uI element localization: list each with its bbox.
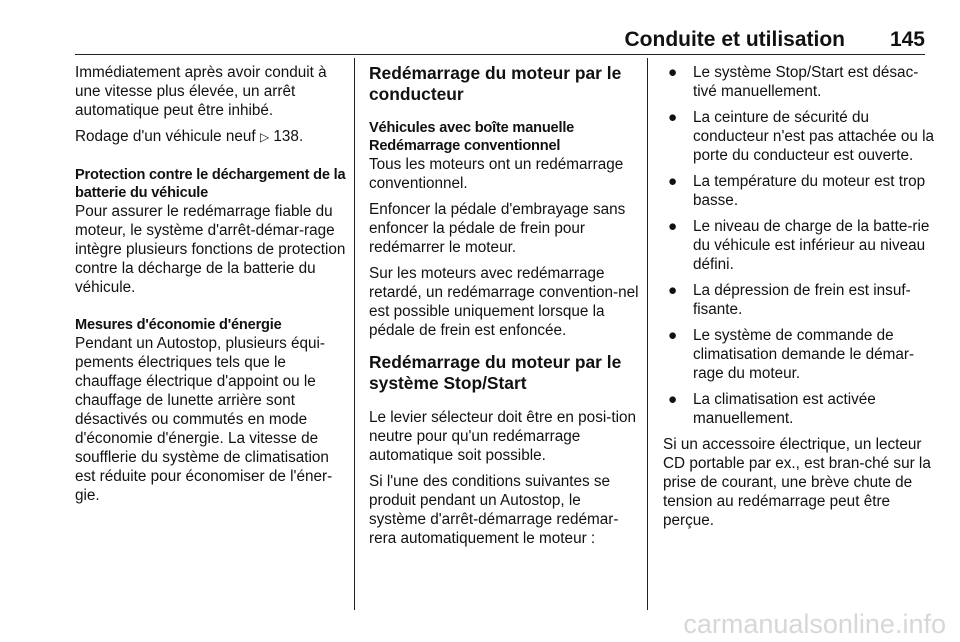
subheading: Véhicules avec boîte manuelle xyxy=(369,120,575,136)
list-item: ● La température du moteur est trop basse. xyxy=(668,173,926,209)
paragraph: Pendant un Autostop, plusieurs équi-pements électriques tels que le chauffage électrique d'appoint ou le chauffage de lunette arrière sont désactivés ou commutés en mode d'économie d'énergie. La vitesse de soufflerie du système de climatisation est réduite pour économiser de l'éner-gie. xyxy=(75,335,333,504)
paragraph: Si un accessoire électrique, un lecteur CD portable par ex., est bran-ché sur la prise de courant, une brève chute de tension au redémarrage peut être perçue. xyxy=(663,436,931,529)
conditions-list xyxy=(663,63,935,428)
page-number: 145 xyxy=(889,28,925,51)
column-2 xyxy=(369,63,641,555)
section-title: Conduite et utilisation xyxy=(624,28,845,51)
column-3 xyxy=(663,63,935,537)
paragraph: Tous les moteurs ont un redémarrage conventionnel. xyxy=(369,156,624,192)
section-heading: Redémarrage du moteur par le conducteur xyxy=(369,63,622,104)
reference-text: Rodage d'un véhicule neuf xyxy=(75,128,256,145)
paragraph: Si l'une des conditions suivantes se produit pendant un Autostop, le système d'arrêt-démarrage redémar-rera automatiquement le moteur : xyxy=(369,473,619,547)
subheading: Redémarrage conventionnel xyxy=(369,138,561,154)
paragraph: Le levier sélecteur doit être en posi-tion neutre pour qu'un redémarrage automatique soit possible. xyxy=(369,409,636,464)
list-item: ● Le système de commande de climatisation demande le démar-rage du moteur. xyxy=(668,327,915,382)
bullet-icon: ● xyxy=(668,218,678,235)
paragraph-reference xyxy=(75,127,347,147)
bullet-icon: ● xyxy=(668,391,678,408)
reference-page[interactable]: 138. xyxy=(273,128,304,145)
bullet-icon: ● xyxy=(668,109,678,126)
watermark: carmanualsonline.info xyxy=(683,609,946,639)
page-reference-arrow-icon: ▷ xyxy=(259,130,270,144)
subheading: Protection contre le déchargement de la batterie du véhicule xyxy=(75,167,346,201)
subheading: Mesures d'économie d'énergie xyxy=(75,317,282,333)
list-item: ● La ceinture de sécurité du conducteur n'est pas attachée ou la porte du conducteur est ouverte. xyxy=(668,109,935,164)
bullet-icon: ● xyxy=(668,173,678,190)
bullet-icon: ● xyxy=(668,64,678,81)
paragraph: Enfoncer la pédale d'embrayage sans enfoncer la pédale de frein pour redémarrer le moteur. xyxy=(369,201,626,256)
bullet-icon: ● xyxy=(668,327,678,344)
page-header xyxy=(75,28,925,50)
list-item: ● Le niveau de charge de la batte-rie du véhicule est inférieur au niveau défini. xyxy=(668,218,930,273)
header-rule xyxy=(75,54,925,55)
column-divider-1 xyxy=(354,58,355,610)
bullet-icon: ● xyxy=(668,282,678,299)
list-item: ● La dépression de frein est insuf-fisante. xyxy=(668,282,911,318)
list-item: ● Le système Stop/Start est désac-tivé manuellement. xyxy=(668,64,919,100)
paragraph: Immédiatement après avoir conduit à une vitesse plus élevée, un arrêt automatique peut être inhibé. xyxy=(75,64,327,119)
paragraph: Sur les moteurs avec redémarrage retardé, un redémarrage convention-nel est possible uniquement lorsque la pédale de frein est enfoncée. xyxy=(369,265,639,339)
column-divider-2 xyxy=(647,58,648,610)
column-1 xyxy=(75,63,347,512)
section-heading: Redémarrage du moteur par le système Stop/Start xyxy=(369,352,622,393)
list-item: ● La climatisation est activée manuellement. xyxy=(668,391,876,427)
paragraph: Pour assurer le redémarrage fiable du moteur, le système d'arrêt-démar-rage intègre plusieurs fonctions de protection contre la décharge de la batterie du véhicule. xyxy=(75,203,346,296)
